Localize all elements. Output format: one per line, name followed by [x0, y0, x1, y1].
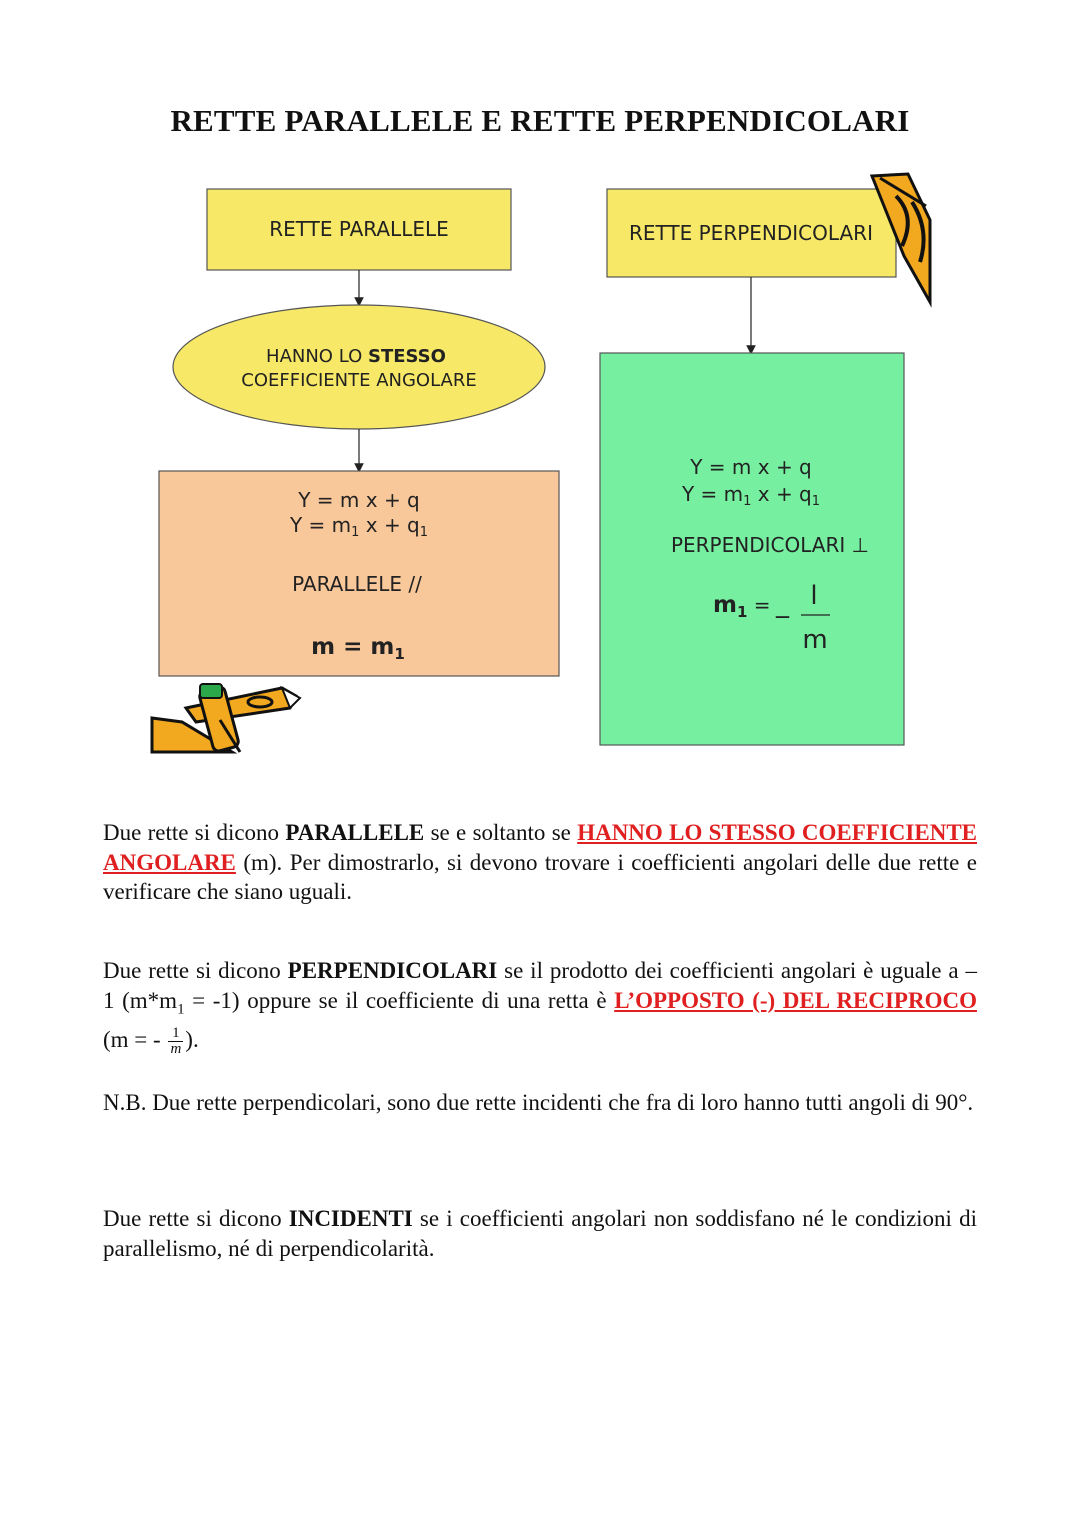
- parallel-equation-1: Y = m x + q: [298, 488, 420, 512]
- perpendicular-numerator: l: [810, 581, 818, 611]
- parallel-label: PARALLELE //: [292, 572, 422, 596]
- paragraph-perpendicular: Due rette si dicono PERPENDICOLARI se il prodotto dei coefficienti angolari è uguale a – 1 $(m*m_1 = -1)$ oppure se il coefficiente di una retta è L’OPPOSTO (-) DEL RECIPROCO (m = - $\frac{1}{m}$ ).: [103, 958, 977, 1057]
- perpendicular-equation-1: Y = m x + q: [690, 455, 812, 479]
- perpendicular-equation-2: $Y = m_1$ $x + q_1$: [681, 482, 821, 509]
- parallel-condition-line1: HANNO LO STESSO: [266, 346, 446, 367]
- inline-fraction: $\frac{1}{m}$: [170, 1024, 182, 1057]
- highlight-same-slope: HANNO LO STESSO COEFFICIENTE ANGOLARE: [103, 820, 977, 875]
- perpendicular-header-label: RETTE PERPENDICOLARI: [629, 221, 873, 245]
- parallel-formula: $m = m_1$: [311, 634, 405, 663]
- parallel-header-label: RETTE PARALLELE: [269, 217, 449, 241]
- highlight-opposite-reciprocal: L’OPPOSTO (-) DEL RECIPROCO: [614, 987, 977, 1013]
- perpendicular-minus-sign: _: [776, 589, 789, 619]
- page-title: RETTE PARALLELE E RETTE PERPENDICOLARI: [170, 103, 910, 138]
- term-parallele: PARALLELE: [285, 820, 425, 845]
- perpendicular-label: PERPENDICOLARI ⊥: [670, 533, 870, 557]
- paragraph-note: N.B. Due rette perpendicolari, sono due rette incidenti che fra di loro hanno tutti angoli di 90°.: [103, 1090, 974, 1115]
- parallel-condition-ellipse: [173, 305, 545, 429]
- paragraph-parallel: Due rette si dicono PARALLELE se e soltanto se HANNO LO STESSO COEFFICIENTE ANGOLARE (m). Per dimostrarlo, si devono trovare i coefficienti angolari delle due rette e verificare che siano uguali.: [103, 820, 977, 904]
- paragraph-incident: Due rette si dicono INCIDENTI se i coefficienti angolari non soddisfano né le condizioni di parallelismo, né di perpendicolarità.: [103, 1206, 977, 1261]
- perpendicular-denominator: m: [802, 625, 828, 655]
- pencil-bottom-left-icon: [152, 684, 300, 752]
- term-incidenti: INCIDENTI: [288, 1206, 413, 1231]
- term-perpendicolari: PERPENDICOLARI: [287, 958, 498, 983]
- parallel-equation-2: $Y = m_1$ $x + q_1$: [289, 513, 429, 540]
- parallel-condition-line2: COEFFICIENTE ANGOLARE: [241, 370, 477, 391]
- perpendicular-formula-lhs: $m_1$ =: [713, 592, 771, 621]
